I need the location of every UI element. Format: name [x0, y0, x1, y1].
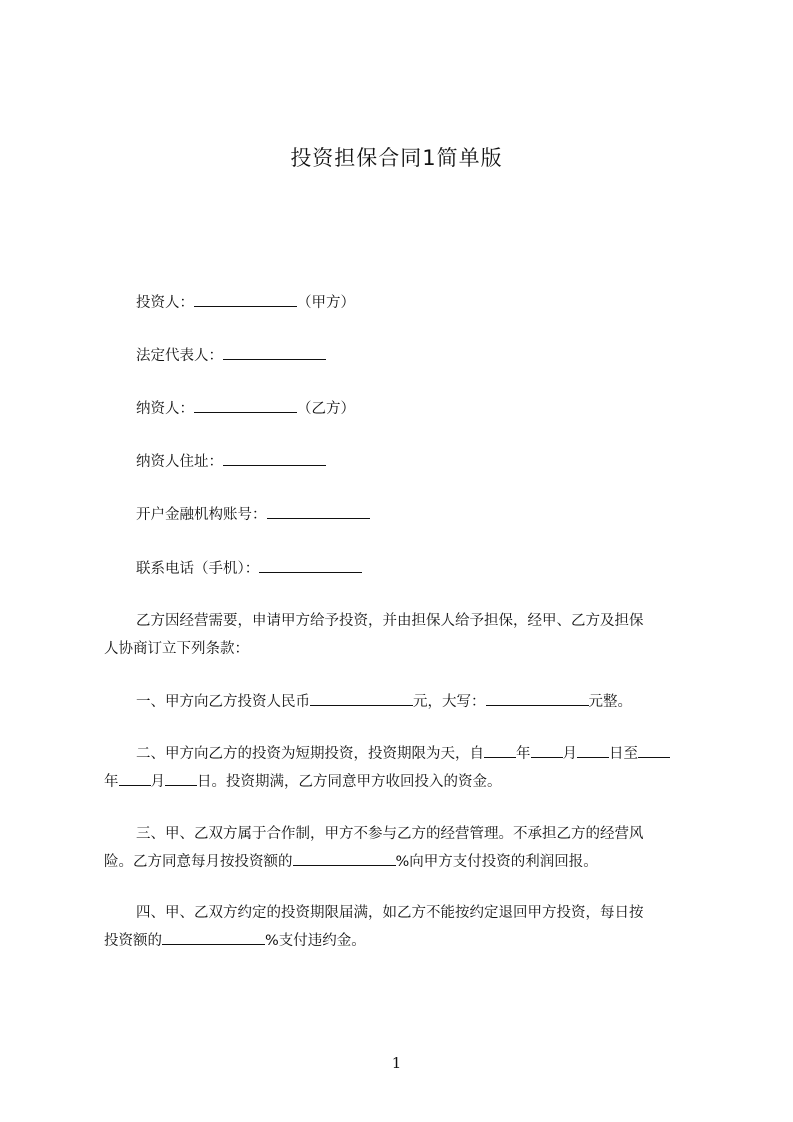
investee-address-label: 纳资人住址： [136, 454, 223, 470]
penalty-rate-blank [162, 930, 265, 945]
document-title: 投资担保合同1简单版 [290, 146, 503, 170]
investor-label: 投资人： [136, 295, 194, 311]
clause-3-part-1: 险。乙方同意每月按投资额的 [104, 854, 293, 870]
start-day-blank [577, 743, 609, 758]
investee-address-blank [223, 451, 326, 466]
start-year-blank [484, 743, 516, 758]
end-day-blank [165, 771, 197, 786]
clause-1-part-1: 一、甲方向乙方投资人民币 [136, 694, 310, 710]
clause-4-part-1: 投资额的 [104, 933, 162, 949]
clause-2-year: 年 [516, 746, 531, 762]
intro-paragraph [104, 607, 704, 663]
end-month-blank [119, 771, 151, 786]
clause-1 [136, 691, 632, 712]
clause-3-line-2 [104, 848, 704, 876]
investee-line [136, 398, 355, 419]
clause-3-line-1: 三、甲、乙双方属于合作制，甲方不参与乙方的经营管理。不承担乙方的经营风 [136, 826, 644, 842]
bank-account-label: 开户金融机构账号： [136, 507, 267, 523]
clause-3-part-2: %向甲方支付投资的利润回报。 [395, 854, 598, 870]
phone-line [136, 558, 362, 579]
clause-2-part-1: 二、甲方向乙方的投资为短期投资，投资期限为天，自 [136, 746, 484, 762]
page-number: 1 [391, 1054, 402, 1072]
clause-2-tail: 日。投资期满，乙方同意甲方收回投入的资金。 [197, 774, 502, 790]
investor-blank [194, 292, 297, 307]
investee-blank [194, 398, 297, 413]
legal-rep-blank [223, 345, 326, 360]
clause-2-year-2: 年 [104, 774, 119, 790]
clause-2-month: 月 [562, 746, 577, 762]
clause-4-line-2 [104, 927, 704, 955]
clause-2-month-2: 月 [150, 774, 165, 790]
start-month-blank [531, 743, 563, 758]
legal-rep-label: 法定代表人： [136, 348, 223, 364]
clause-1-part-2: 元，大写： [413, 694, 486, 710]
clause-2-day-to: 日至 [609, 746, 638, 762]
phone-label: 联系电话（手机）： [136, 561, 260, 577]
investor-suffix: （甲方） [297, 295, 355, 311]
bank-account-blank [267, 504, 370, 519]
investor-line [136, 292, 355, 313]
clause-2-line-2 [104, 768, 704, 796]
intro-line-2: 人协商订立下列条款： [104, 641, 249, 657]
phone-blank [259, 558, 362, 573]
investee-label: 纳资人： [136, 401, 194, 417]
investee-suffix: （乙方） [297, 401, 355, 417]
legal-rep-line [136, 345, 326, 366]
amount-words-blank [486, 691, 589, 706]
clause-3 [104, 820, 704, 876]
investee-address-line [136, 451, 326, 472]
intro-line-1: 乙方因经营需要，申请甲方给予投资，并由担保人给予担保，经甲、乙方及担保 [136, 613, 644, 629]
clause-4 [104, 899, 704, 955]
clause-2-line-1 [104, 740, 704, 768]
clause-1-part-3: 元整。 [588, 694, 632, 710]
clause-2 [104, 740, 704, 796]
profit-rate-blank [293, 851, 396, 866]
amount-blank [310, 691, 413, 706]
end-year-blank [638, 743, 670, 758]
clause-4-part-2: %支付违约金。 [265, 933, 366, 949]
bank-account-line [136, 504, 370, 525]
clause-4-line-1: 四、甲、乙双方约定的投资期限届满，如乙方不能按约定退回甲方投资，每日按 [136, 905, 644, 921]
